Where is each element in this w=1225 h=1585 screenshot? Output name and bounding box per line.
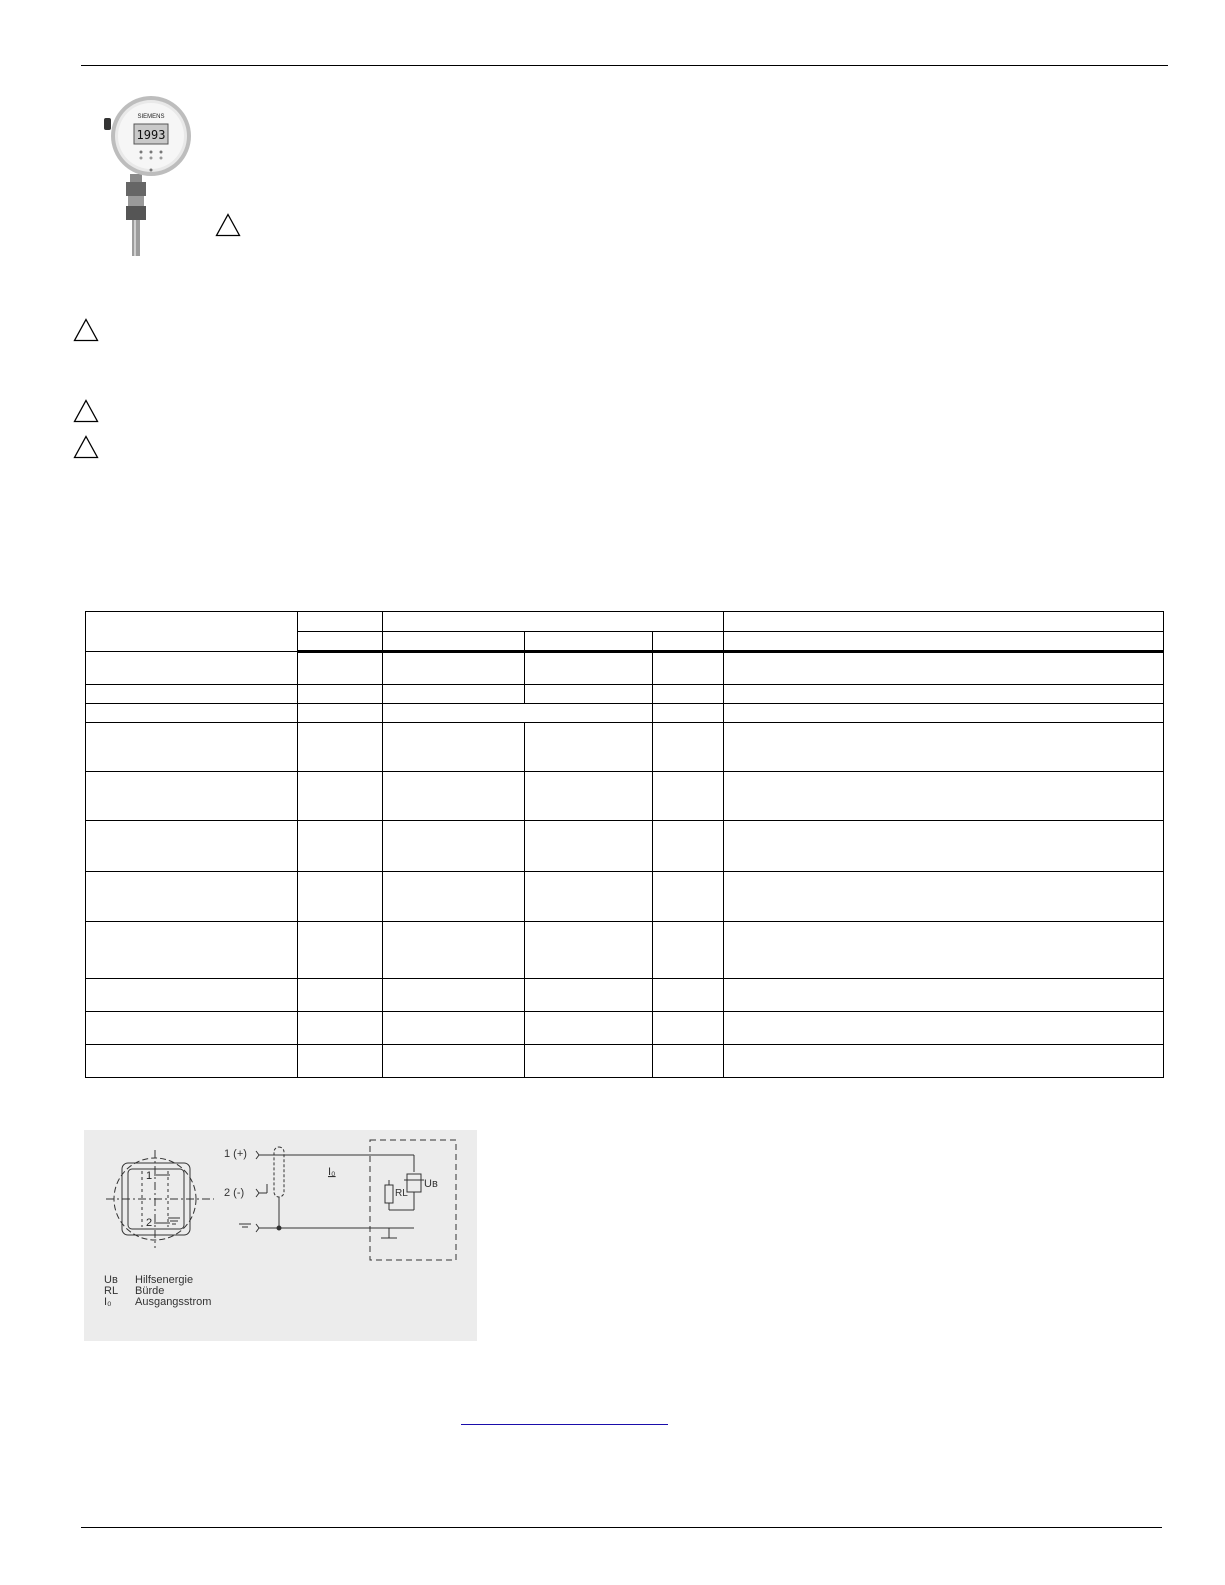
legend-text: Ausgangsstrom [135,1296,212,1308]
table-row [86,872,1164,922]
device-display: 1993 [136,128,166,142]
table-row [86,1045,1164,1078]
legend-symbol: I₀ [104,1296,112,1308]
current-label: I₀ [328,1166,336,1178]
terminal-1-label: 1 (+) [224,1148,247,1160]
header-rule [81,65,1168,66]
warning-icon [73,399,99,423]
burden-label: RL [395,1188,408,1199]
wiring-diagram [84,1130,477,1341]
legend-symbol: Uв [104,1274,118,1286]
device-photo [96,96,206,256]
table-cell [653,632,724,652]
table-row [86,652,1164,685]
table-row [86,922,1164,979]
table-cell [724,632,1164,652]
table-cell [724,612,1164,632]
table-row [86,685,1164,704]
spec-table [85,611,1164,1078]
footer-rule [81,1527,1162,1528]
table-row [86,1012,1164,1045]
table-row [86,979,1164,1012]
warning-icon [73,435,99,459]
table-header-row [86,612,1164,632]
table-cell [525,632,653,652]
table-row [86,772,1164,821]
device-brand: SIEMENS [137,114,165,120]
table-cell [86,612,298,652]
table-cell [383,612,724,632]
warning-icon [215,213,241,237]
pin-2-label: 2 [146,1217,153,1229]
legend-text: Bürde [135,1285,165,1297]
table-row [86,821,1164,872]
connector-face [106,1150,214,1248]
table-row [86,723,1164,772]
legend-symbol: RL [104,1285,119,1297]
supply-label: Uв [424,1178,438,1190]
terminal-2-label: 2 (-) [224,1187,245,1199]
hyperlink-underline[interactable] [461,1424,668,1425]
table-row [86,704,1164,723]
circuit [239,1140,456,1260]
legend-text: Hilfsenergie [135,1274,194,1286]
warning-icon [73,318,99,342]
table-cell [298,612,383,632]
table-cell [298,632,383,652]
table-cell [383,632,525,652]
pin-1-label: 1 [146,1170,153,1182]
